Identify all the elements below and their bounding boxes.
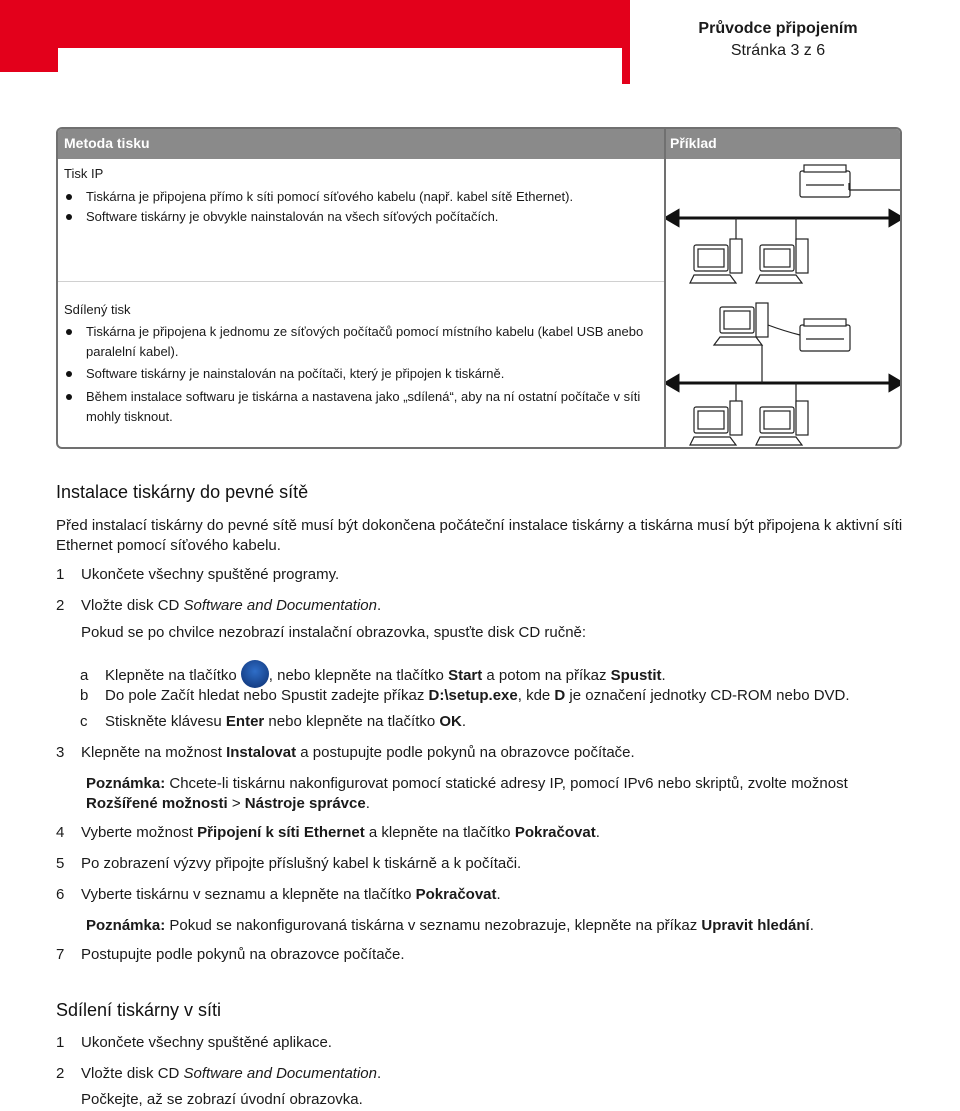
header-red-bar-left xyxy=(0,0,58,72)
section-title-wired-install: Instalace tiskárny do pevné sítě xyxy=(56,482,309,502)
header-red-bar-right xyxy=(622,0,630,84)
list-item: Software tiskárny je obvykle nainstalován na všech síťových počítačích. xyxy=(66,207,658,227)
document-title: Průvodce připojením xyxy=(698,20,858,37)
substep-c: c Stiskněte klávesu Enter nebo klepněte na tlačítko OK. xyxy=(80,713,467,730)
note-edit-search: Poznámka: Pokud se nakonfigurovaná tiskárna v seznamu nezobrazuje, klepněte na příkaz Upravit hledání. xyxy=(86,917,814,934)
method-ip-title: Tisk IP xyxy=(64,166,104,181)
page-header xyxy=(632,18,924,62)
header-example: Příklad xyxy=(670,135,717,151)
step-4: 4 Vyberte možnost Připojení k síti Ethernet a klepněte na tlačítko Pokračovat. xyxy=(56,824,600,841)
step-2-note: Pokud se po chvilce nezobrazí instalační obrazovka, spusťte disk CD ručně: xyxy=(81,624,587,641)
header-method: Metoda tisku xyxy=(64,135,150,151)
windows-start-icon xyxy=(241,660,269,688)
section-title-sharing: Sdílení tiskárny v síti xyxy=(56,1000,222,1020)
row-divider xyxy=(58,281,664,282)
list-item: Tiskárna je připojena k jednomu ze síťových počítačů pomocí místního kabelu (kabel USB anebo paralelní kabel). xyxy=(66,322,658,362)
list-item: Software tiskárny je nainstalován na počítači, který je připojen k tiskárně. xyxy=(66,364,658,384)
step-6: 6 Vyberte tiskárnu v seznamu a klepněte na tlačítko Pokračovat. xyxy=(56,886,501,903)
share-step-1: 1 Ukončete všechny spuštěné aplikace. xyxy=(56,1034,332,1051)
list-item: Během instalace softwaru je tiskárna a nastavena jako „sdílená“, aby na ní ostatní počítače v síti mohly tisknout. xyxy=(66,387,658,427)
shared-printing-illustration xyxy=(666,295,902,449)
step-5: 5 Po zobrazení výzvy připojte příslušný kabel k tiskárně a k počítači. xyxy=(56,855,522,872)
note-advanced-options: Poznámka: Chcete-li tiskárnu nakonfigurovat pomocí statické adresy IP, pomocí IPv6 nebo skriptů, zvolte možnost Rozšířené možnosti > Nástroje správce. xyxy=(86,775,848,812)
network-printing-illustration xyxy=(666,159,902,287)
step-1: 1 Ukončete všechny spuštěné programy. xyxy=(56,566,340,583)
step-3: 3 Klepněte na možnost Instalovat a postupujte podle pokynů na obrazovce počítače. xyxy=(56,744,635,761)
share-step-2: 2 Vložte disk CD Software and Documentation. xyxy=(56,1065,382,1082)
table-header-row xyxy=(58,129,900,159)
step-7: 7 Postupujte podle pokynů na obrazovce počítače. xyxy=(56,946,405,963)
page-number: Stránka 3 z 6 xyxy=(730,42,826,59)
substep-a: a Klepněte na tlačítko , nebo klepněte na tlačítko Start a potom na příkaz Spustit. xyxy=(80,660,900,688)
share-step-2-note: Počkejte, až se zobrazí úvodní obrazovka. xyxy=(81,1091,363,1108)
print-method-table xyxy=(56,127,902,449)
method-shared-title: Sdílený tisk xyxy=(64,302,131,317)
intro-paragraph: Před instalací tiskárny do pevné sítě musí být dokončena počáteční instalace tiskárny a tiskárna musí být připojena k aktivní síti Ethernet pomocí síťového kabelu. xyxy=(56,517,903,554)
step-2: 2 Vložte disk CD Software and Documentation. xyxy=(56,597,382,614)
list-item: Tiskárna je připojena přímo k síti pomocí síťového kabelu (např. kabel sítě Ethernet). xyxy=(66,187,658,207)
substep-b: b Do pole Začít hledat nebo Spustit zadejte příkaz D:\setup.exe, kde D je označení jednotky CD-ROM nebo DVD. xyxy=(80,687,850,704)
header-red-bar xyxy=(0,0,622,48)
